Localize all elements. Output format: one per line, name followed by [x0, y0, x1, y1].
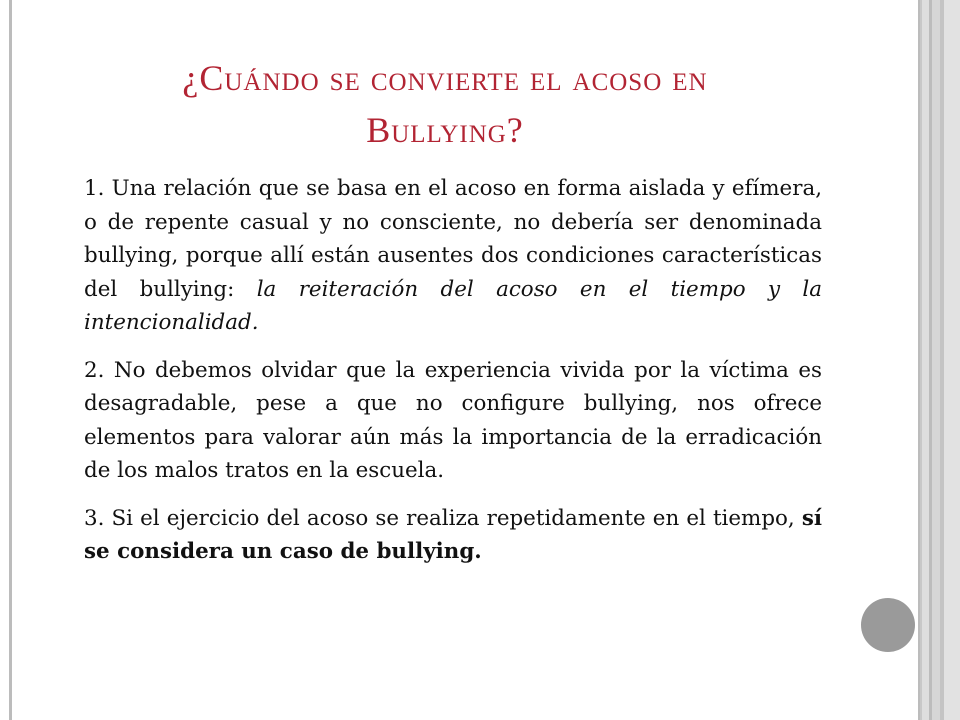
title-line-2: Bullying? — [366, 110, 524, 150]
paragraph-1-italic: la reiteración del acoso en el tiempo y la intencionalidad. — [84, 276, 823, 335]
slide-title — [60, 52, 830, 156]
title-line-1: ¿Cuándo se convierte el acoso en — [182, 58, 708, 98]
paragraph-3-text: 3. Si el ejercicio del acoso se realiza repetidamente en el tiempo, — [84, 505, 802, 531]
decorative-circle — [861, 598, 915, 652]
left-frame-line — [9, 0, 12, 720]
slide-body — [60, 172, 822, 583]
paragraph-1 — [60, 172, 822, 340]
paragraph-1-text: 1. Una relación que se basa en el acoso en forma aislada y efímera, o de repente casual y no consciente, no debería ser denominada bullying, porque allí están ausentes dos condiciones características del bullying: — [84, 176, 822, 302]
paragraph-3 — [60, 502, 822, 569]
paragraph-2-text: 2. No debemos olvidar que la experiencia vivida por la víctima es desagradable, pese a que no configure bullying, nos ofrece elementos para valorar aún más la importancia de la erradicación de los malos tratos en la escuela. — [84, 357, 822, 483]
paragraph-3-bold: sí se considera un caso de bullying. — [84, 505, 822, 564]
right-decorative-panel — [920, 0, 960, 720]
paragraph-2 — [60, 354, 822, 488]
